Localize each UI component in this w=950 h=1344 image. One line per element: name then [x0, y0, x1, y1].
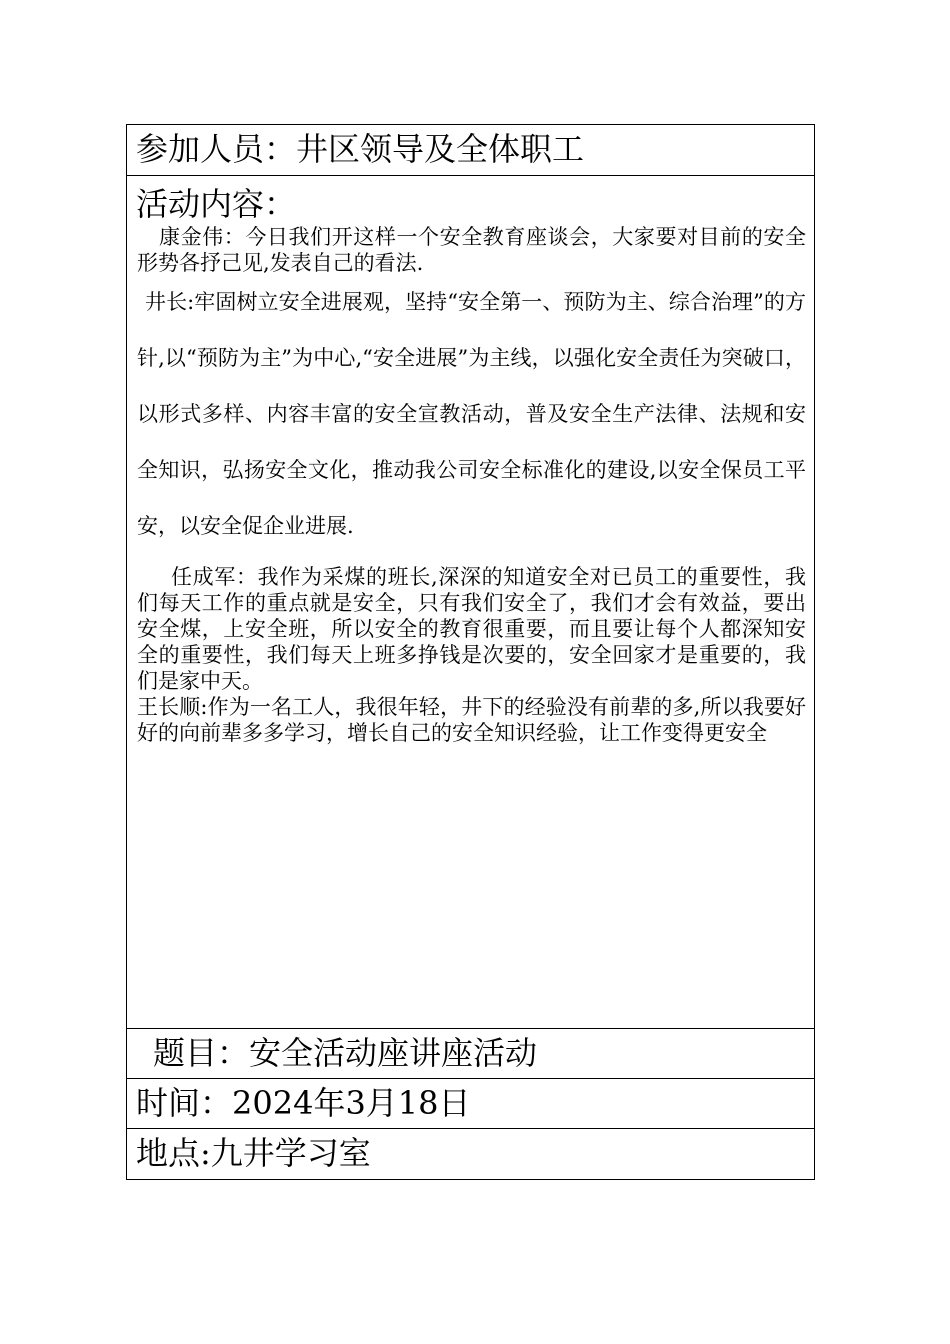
participants-row: [127, 125, 814, 176]
time-row: [127, 1079, 814, 1129]
activity-record-table: [126, 124, 815, 1180]
place-text: 地点:九井学习室: [136, 1134, 371, 1172]
paragraph-ren: 任成军：我作为采煤的班长,深深的知道安全对已员工的重要性，我们每天工作的重点就是安全，只有我们安全了，我们才会有效益，要出安全煤，上安全班，所以安全的教育很重要，而且要让每个人都深知安全的重要性，我们每天上班多挣钱是次要的，安全回家才是重要的，我们是家中天。: [137, 565, 806, 693]
place-row: [127, 1129, 814, 1179]
paragraph-kang: 康金伟：今日我们开这样一个安全教育座谈会，大家要对目前的安全形势各抒己见,发表自己的看法.: [137, 225, 806, 275]
participants-text: 参加人员：井区领导及全体职工: [136, 130, 585, 168]
time-text: 时间：2024年3月18日: [136, 1084, 471, 1122]
content-row: [127, 176, 814, 1029]
paragraph-jingzhang-text: 井长:牢固树立安全进展观，坚持“安全第一、预防为主、综合治理”的方针,以“预防为主”为中心,“安全进展”为主线，以强化安全责任为突破口，以形式多样、内容丰富的安全宣教活动，普及安全生产法律、法规和安全知识，弘扬安全文化，推动我公司安全标准化的建设,以安全保员工平安，以安全促企业进展.: [137, 290, 806, 538]
paragraph-jingzhang: [137, 274, 806, 554]
paragraph-wang: 王长顺:作为一名工人，我很年轻，井下的经验没有前辈的多,所以我要好好的向前辈多多学习，增长自己的安全知识经验，让工作变得更安全: [137, 695, 806, 745]
topic-text: 题目：安全活动座讲座活动: [153, 1034, 538, 1072]
topic-row: [127, 1029, 814, 1079]
content-heading: 活动内容：: [136, 185, 297, 223]
